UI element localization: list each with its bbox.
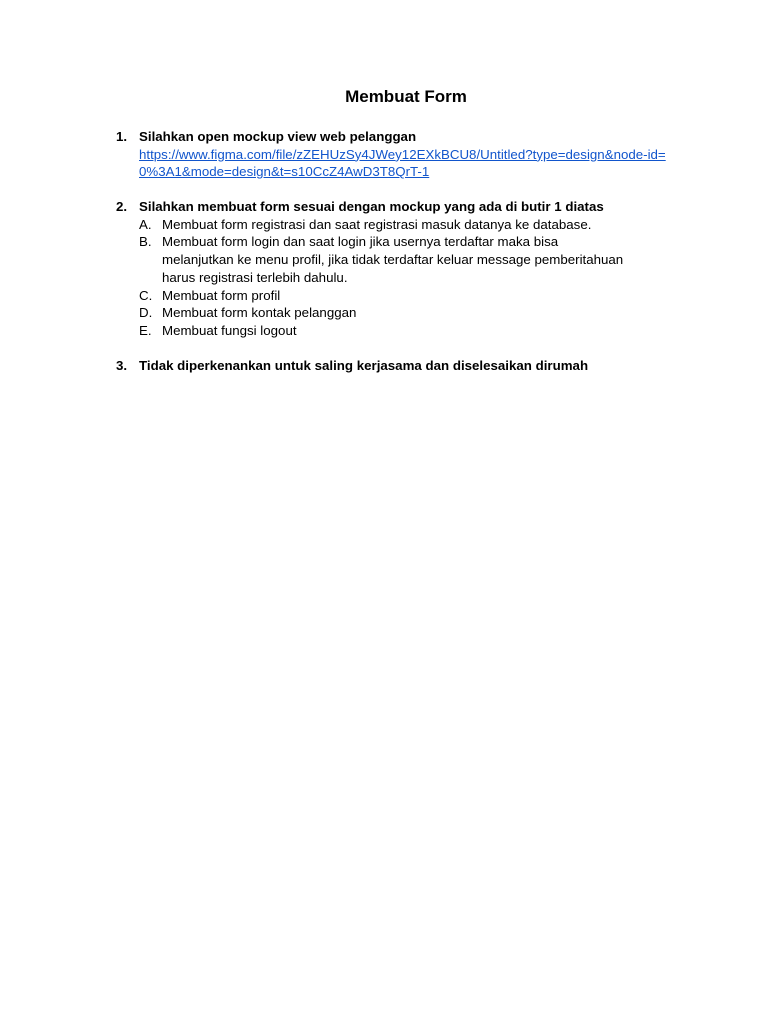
- list-item-1: [116, 128, 676, 181]
- sub-list-item-e: [116, 322, 632, 340]
- sub-list-letter: B.: [139, 234, 152, 250]
- list-item-heading: Tidak diperkenankan untuk saling kerjasama dan diselesaikan dirumah: [139, 358, 589, 373]
- figma-link[interactable]: https://www.figma.com/file/zZEHUzSy4JWey12EXkBCU8/Untitled?type=design&node-id=0%3A1&mode=design&t=s10CcZ4AwD3T8QrT-1: [139, 146, 666, 180]
- list-item-heading: Silahkan open mockup view web pelanggan: [139, 129, 417, 144]
- sub-list-letter: D.: [139, 305, 153, 321]
- list-item-number: 3.: [116, 358, 128, 373]
- list-item-number: 2.: [116, 199, 128, 214]
- sub-list-text: Membuat fungsi logout: [162, 322, 297, 338]
- sub-list-item-d: [116, 304, 632, 322]
- sub-list-letter: C.: [139, 287, 153, 303]
- sub-list-item-c: [116, 287, 632, 305]
- sub-list-text: Membuat form registrasi dan saat registrasi masuk datanya ke database.: [162, 216, 592, 232]
- list-item-heading: Silahkan membuat form sesuai dengan mockup yang ada di butir 1 diatas: [139, 199, 604, 214]
- sub-list-text: Membuat form login dan saat login jika usernya terdaftar maka bisa melanjutkan ke menu profil, jika tidak terdaftar keluar message pemberitahuan harus registrasi terlebih dahulu.: [162, 234, 624, 285]
- sub-list-letter: A.: [139, 216, 152, 232]
- list-item-2: [116, 198, 676, 340]
- list-item-3: [116, 357, 676, 375]
- document-title: Membuat Form: [345, 87, 467, 106]
- sub-list: [116, 216, 676, 340]
- sub-list-letter: E.: [139, 322, 152, 338]
- sub-list-item-b: [116, 233, 632, 286]
- list-item-number: 1.: [116, 129, 128, 144]
- sub-list-text: Membuat form kontak pelanggan: [162, 305, 357, 321]
- sub-list-item-a: [116, 216, 632, 234]
- sub-list-text: Membuat form profil: [162, 287, 281, 303]
